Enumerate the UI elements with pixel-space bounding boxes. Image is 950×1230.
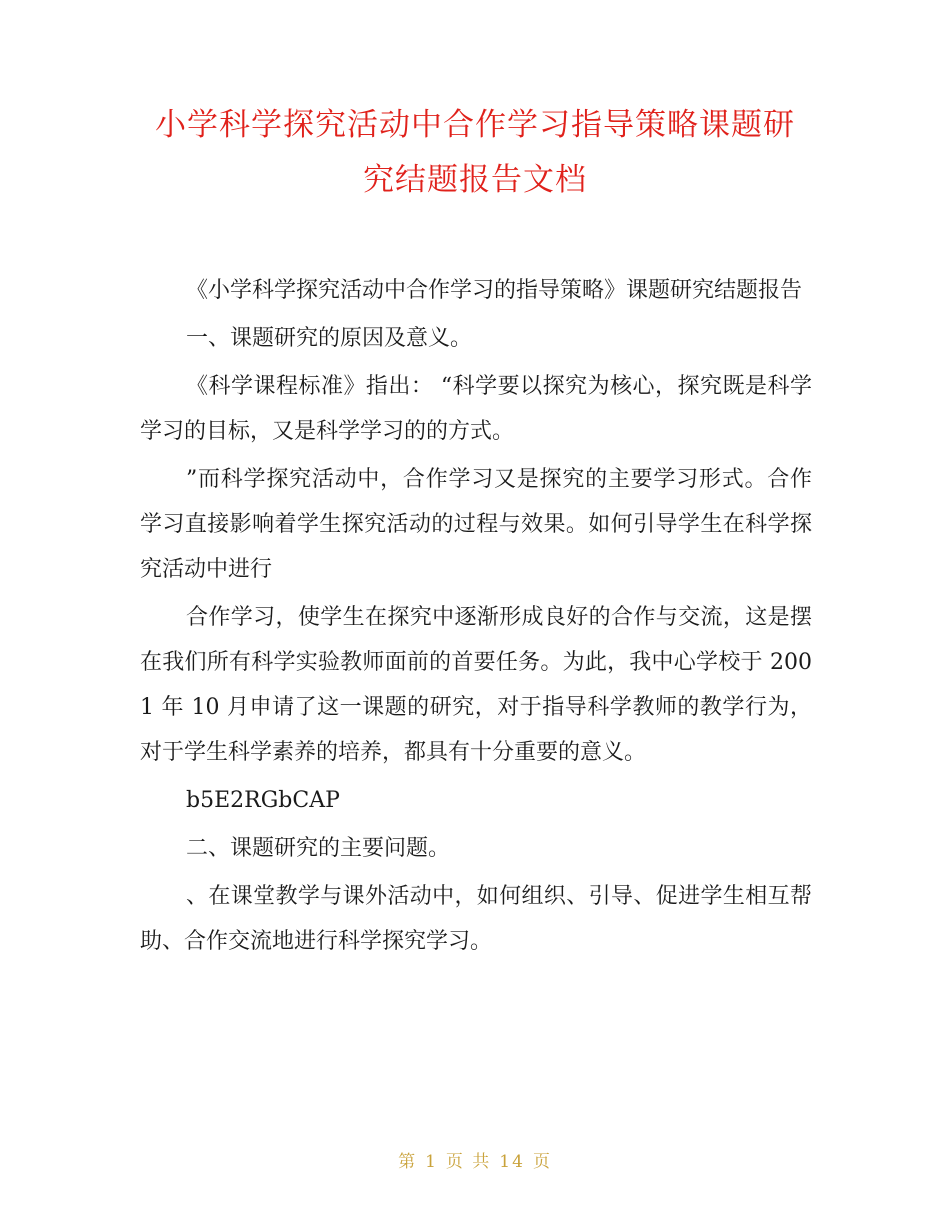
footer-page-number: 1 <box>425 1152 438 1172</box>
paragraph-main-problem: 、在课堂教学与课外活动中，如何组织、引导、促进学生相互帮助、合作交流地进行科学探究学习。 <box>140 884 812 954</box>
section-heading-1: 一、课题研究的原因及意义。 <box>186 326 473 351</box>
document-body <box>140 268 812 964</box>
paragraph-cooperative-learning: ”而科学探究活动中，合作学习又是探究的主要学习形式。合作学习直接影响着学生探究活动的过程与效果。如何引导学生在科学探究活动中进行 <box>140 467 812 582</box>
paragraph-code: b5E2RGbCAP <box>186 788 340 813</box>
paragraph-standard-quote: 《科学课程标准》指出： “科学要以探究为核心，探究既是科学学习的目标，又是科学学习的的方式。 <box>140 374 812 444</box>
paragraph-research-significance: 合作学习，使学生在探究中逐渐形成良好的合作与交流，这是摆在我们所有科学实验教师面前的首要任务。为此，我中心学校于 2001 年 10 月申请了这一课题的研究，对于指导科学教师的教学行为，对于学生科学素养的培养，都具有十分重要的意义。 <box>140 605 812 765</box>
page-footer <box>0 1150 950 1174</box>
footer-total-pages: 14 <box>499 1152 525 1172</box>
document-title <box>100 98 850 208</box>
footer-prefix: 第 <box>398 1152 418 1172</box>
footer-mid: 页 共 <box>445 1152 492 1172</box>
title-line-1: 小学科学探究活动中合作学习指导策略课题研 <box>155 107 795 143</box>
footer-suffix: 页 <box>532 1152 552 1172</box>
title-line-2: 究结题报告文档 <box>363 162 587 198</box>
section-heading-2: 二、课题研究的主要问题。 <box>186 836 451 861</box>
paragraph-report-heading: 《小学科学探究活动中合作学习的指导策略》课题研究结题报告 <box>186 278 803 303</box>
